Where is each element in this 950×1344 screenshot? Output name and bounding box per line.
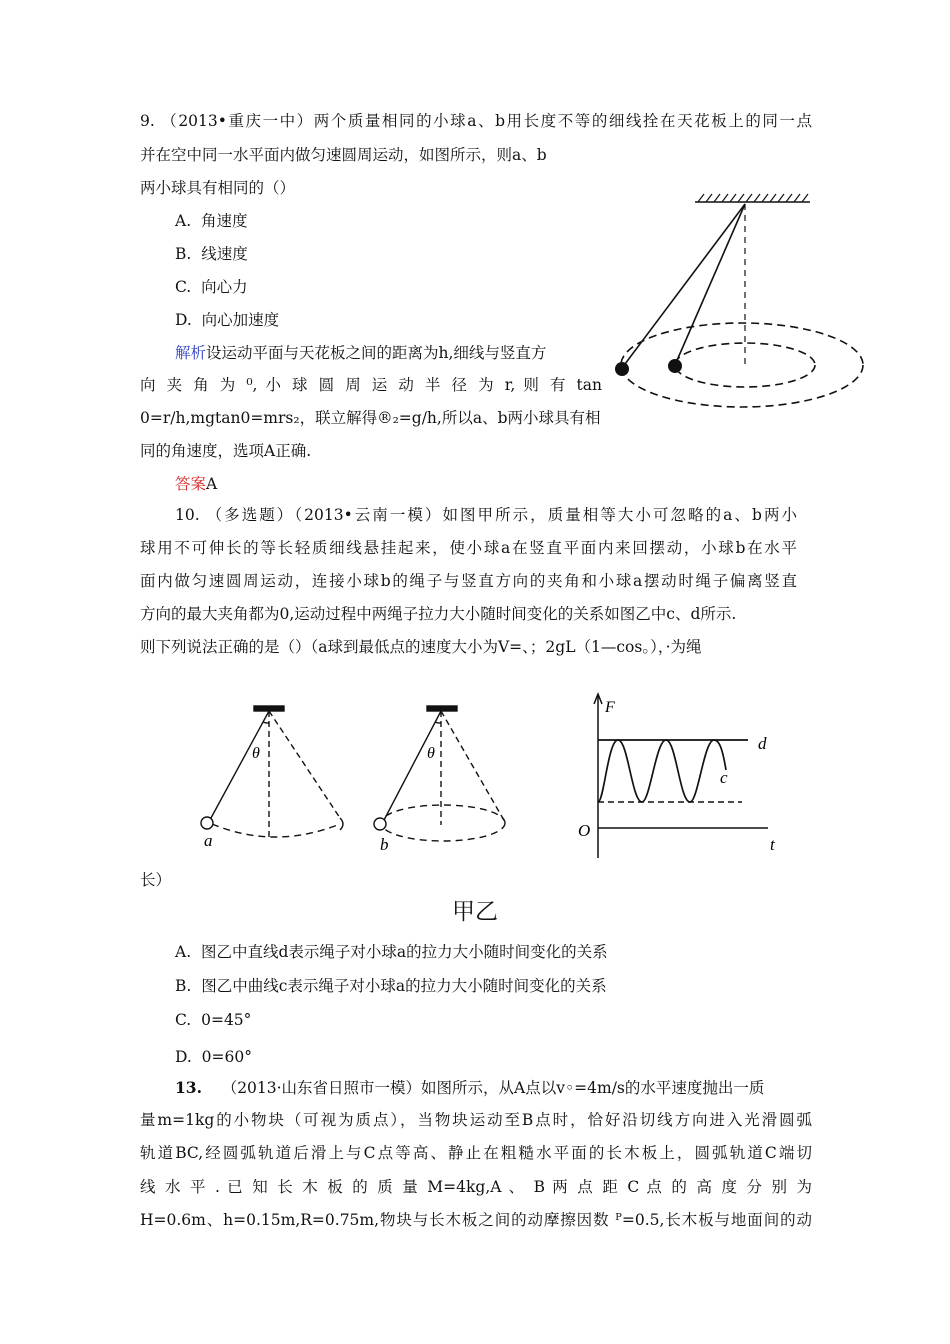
ball-a	[201, 817, 213, 829]
option-text: 0=45°	[201, 1011, 252, 1029]
option-label: B.	[175, 245, 192, 263]
ball-b	[374, 818, 386, 830]
q9-line1: 9. （2013•重庆一中）两个质量相同的小球a、b用长度不等的细线拴在天花板上的同一点	[140, 112, 812, 130]
q10-option-c	[175, 1010, 251, 1030]
q10-option-a	[175, 942, 608, 962]
q10-line2: 球用不可伸长的等长轻质细线悬挂起来，使小球a在竖直平面内来回摆动，小球b在水平	[140, 539, 797, 557]
axis-t-label: t	[770, 835, 775, 854]
option-label: D.	[175, 311, 192, 329]
q10-line6: 长）	[140, 871, 172, 889]
q9-analysis-line1	[175, 343, 546, 363]
q9-answer	[175, 474, 217, 494]
q10-figure-force-time-graph	[570, 690, 790, 865]
option-text: 向心力	[201, 278, 248, 296]
swing-path	[212, 824, 340, 837]
orbit	[381, 805, 505, 841]
q13-line5: H=0.6m、h=0.15m,R=0.75m,物块与长木板之间的动摩擦因数 ᴾ=0.5,长木板与地面间的动	[140, 1211, 812, 1229]
angle-arc	[435, 722, 441, 723]
q9-line3: 两小球具有相同的（）	[140, 179, 296, 197]
q13-line3: 轨道BC,经圆弧轨道后滑上与C点等高、静止在粗糙水平面的长木板上，圆弧轨道C端切	[140, 1144, 812, 1162]
q10-line5: 则下列说法正确的是（）（a球到最低点的速度大小为V=、；2gL（1—cos。），·为绳	[140, 638, 702, 656]
axis-o-label: O	[578, 821, 591, 840]
option-label: D.	[175, 1048, 192, 1066]
q13-line1-text: （2013·山东省日照市一模）如图所示，从A点以v◦=4m/s的水平速度抛出一质	[221, 1079, 765, 1097]
q13-line4: 线 水 平 . 已 知 长 木 板 的 质 量 M=4kg,A 、 B 两 点 距 C 点 的 高 度 分 别 为	[140, 1178, 812, 1196]
ceiling-mount	[427, 706, 457, 711]
q10-option-b	[175, 976, 607, 996]
option-label: A.	[175, 943, 192, 961]
q10-line3: 面内做匀速圆周运动，连接小球b的绳子与竖直方向的夹角和小球a摆动时绳子偏离竖直	[140, 572, 797, 590]
question-number: 13.	[175, 1078, 202, 1097]
option-text: 线速度	[201, 245, 248, 263]
q9-option-c	[175, 277, 248, 297]
orbit-outer	[621, 323, 863, 407]
option-label: B.	[175, 977, 192, 995]
option-text: 图乙中直线d表示绳子对小球a的拉力大小随时间变化的关系	[200, 943, 608, 961]
q9-option-a	[175, 211, 248, 231]
ball-b	[668, 359, 682, 373]
option-text: 角速度	[200, 212, 248, 230]
string-a	[211, 711, 269, 818]
curve-c	[598, 740, 726, 802]
q10-option-d	[175, 1047, 252, 1067]
axis-f-label: F	[605, 699, 615, 716]
option-label: C.	[175, 278, 192, 296]
answer-value: A	[206, 475, 218, 493]
string-extreme	[269, 711, 340, 818]
q13-line1	[175, 1078, 764, 1098]
ball-a-label: a	[204, 831, 213, 850]
q9-option-d	[175, 310, 279, 330]
q10-line4: 方向的最大夹角都为0,运动过程中两绳子拉力大小随时间变化的关系如图乙中c、d所示.	[140, 605, 737, 623]
q9-analysis-line2: 向 夹 角 为 ⁰, 小 球 圆 周 运 动 半 径 为 r, 则 有 tan	[140, 376, 602, 394]
q10-figure-pendulum-b	[365, 700, 525, 860]
answer-label: 答案	[175, 475, 207, 493]
q10-line1: 10. （多选题）（2013•云南一模）如图甲所示，质量相等大小可忽略的a、b两小	[175, 506, 797, 524]
analysis-label: 解析	[175, 344, 207, 362]
q9-line2: 并在空中同一水平面内做匀速圆周运动，如图所示，则a、b	[140, 146, 547, 164]
option-label: C.	[175, 1011, 192, 1029]
q10-figure-caption: 甲乙	[452, 899, 498, 925]
ball-a	[615, 362, 629, 376]
string-b	[383, 711, 441, 822]
q9-analysis-line3: 0=r/h,mgtan0=mrs₂，联立解得®₂=g/h,所以a、b两小球具有相	[140, 409, 601, 427]
theta-label: θ	[427, 745, 435, 762]
q9-conical-pendulum-figure	[600, 190, 880, 420]
q13-line2: 量m=1kg的小物块（可视为质点），当物块运动至B点时，恰好沿切线方向进入光滑圆弧	[140, 1111, 812, 1129]
analysis-text: 设运动平面与天花板之间的距离为h,细线与竖直方	[206, 344, 547, 362]
q9-analysis-line4: 同的角速度，选项A正确.	[140, 442, 312, 460]
swing-end	[340, 818, 343, 830]
ceiling-mount	[254, 706, 284, 711]
curve-c-label: c	[720, 768, 728, 787]
ball-b-label: b	[380, 835, 389, 854]
q9-option-b	[175, 244, 248, 264]
option-label: A.	[175, 212, 192, 230]
angle-arc	[263, 722, 269, 723]
option-text: 向心加速度	[201, 311, 280, 329]
option-text: 图乙中曲线c表示绳子对小球a的拉力大小随时间变化的关系	[201, 977, 607, 995]
theta-label: θ	[252, 745, 260, 762]
q10-figure-pendulum-a	[190, 700, 360, 860]
line-d-label: d	[758, 734, 767, 753]
ceiling-hatch	[698, 194, 808, 202]
option-text: 0=60°	[201, 1048, 252, 1066]
